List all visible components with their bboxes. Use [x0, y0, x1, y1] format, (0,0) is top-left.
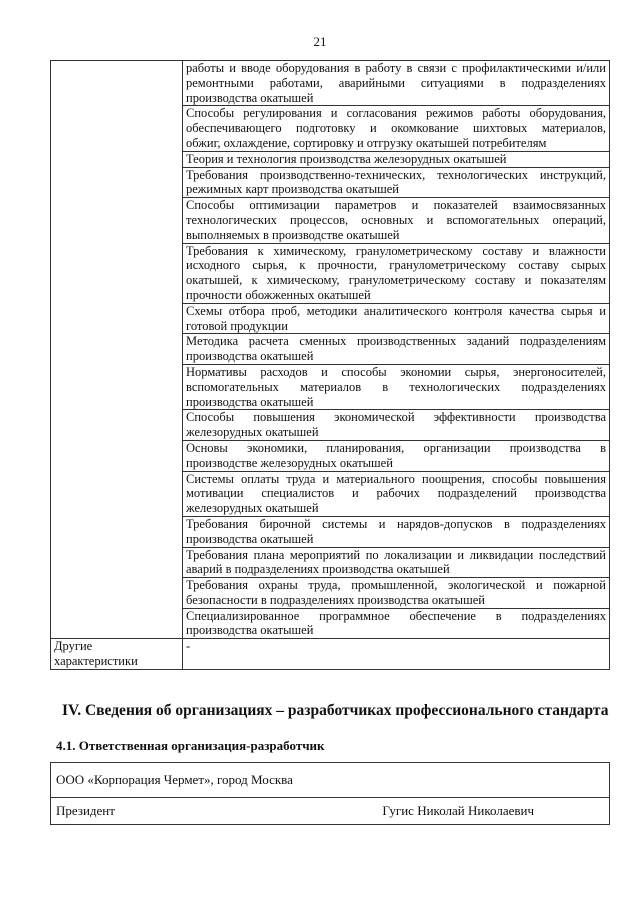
knowledge-item-line: Схемы отбора проб, методики аналитического контроля качества сырья и	[186, 303, 606, 318]
knowledge-item-line: Требования охраны труда, промышленной, экологической и пожарной	[186, 578, 606, 593]
knowledge-item-line: ремонтными работами, аварийными ситуациями в подразделениях	[186, 75, 606, 90]
organization-table	[50, 762, 610, 825]
knowledge-item-line: Требования бирочной системы и нарядов-допусков в подразделениях	[186, 516, 606, 531]
knowledge-item	[183, 61, 610, 106]
knowledge-item-line: Специализированное программное обеспечение в подразделениях	[186, 608, 606, 623]
knowledge-item-line: производства окатышей	[186, 623, 314, 638]
signatory-position: Президент	[56, 803, 115, 818]
knowledge-item-line: Требования плана мероприятий по локализации и ликвидации последствий	[186, 547, 606, 562]
knowledge-item-line: железорудных окатышей	[186, 501, 319, 516]
organization-name: ООО «Корпорация Чермет», город Москва	[51, 763, 610, 798]
knowledge-item-line: мотивации специалистов и рабочих подразделений производства	[186, 486, 606, 501]
knowledge-item	[183, 243, 610, 303]
knowledge-item	[183, 578, 610, 609]
knowledge-item-line: обеспечивающего подготовку и окомкование шихтовых материалов,	[186, 121, 606, 136]
knowledge-item	[183, 410, 610, 441]
knowledge-item-line: Системы оплаты труда и материального поощрения, способы повышения	[186, 471, 606, 486]
knowledge-item	[183, 198, 610, 243]
knowledge-item-line: обжиг, охлаждение, сортировку и отгрузку окатышей потребителям	[186, 135, 547, 150]
knowledge-item-line: Способы оптимизации параметров и показателей взаимосвязанных	[186, 198, 606, 213]
signatory-row	[51, 798, 610, 825]
knowledge-item-line: технологических процессов, основных и вспомогательных операций,	[186, 212, 606, 227]
knowledge-item-line: железорудных окатышей	[186, 425, 319, 440]
signatory-name: Гугис Николай Николаевич	[382, 803, 534, 818]
knowledge-item-line: Основы экономики, планирования, организации производства в	[186, 440, 606, 455]
knowledge-row	[51, 61, 610, 106]
knowledge-item-line: прочности обожженных окатышей	[186, 287, 371, 302]
knowledge-item-line: производства окатышей	[186, 349, 314, 364]
knowledge-item-line: исходного сырья, к прочности, гранулометрическому составу сырых	[186, 258, 606, 273]
knowledge-item	[183, 303, 610, 334]
knowledge-item-line: безопасности в подразделениях производства окатышей	[186, 592, 485, 607]
knowledge-item-line: производства окатышей	[186, 394, 314, 409]
knowledge-item	[183, 151, 610, 167]
knowledge-item-line: Методика расчета сменных производственных заданий подразделениям	[186, 334, 606, 349]
other-characteristics-row	[51, 639, 610, 670]
knowledge-item	[183, 167, 610, 198]
knowledge-item	[183, 106, 610, 151]
knowledge-item-line: Способы регулирования и согласования режимов работы оборудования,	[186, 106, 606, 121]
knowledge-item	[183, 547, 610, 578]
knowledge-item-line: производстве железорудных окатышей	[186, 455, 393, 470]
knowledge-item-line: производства окатышей	[186, 531, 314, 546]
knowledge-item-line: работы и вводе оборудования в работу в связи с профилактическими и/или	[186, 61, 606, 75]
knowledge-item-line: Способы повышения экономической эффективности производства	[186, 410, 606, 425]
knowledge-item-line: окатышей, к химическому, гранулометрическому составу и показателям	[186, 273, 606, 288]
knowledge-item-line: выполняемых в производстве окатышей	[186, 227, 400, 242]
knowledge-item-line: производства окатышей	[186, 90, 314, 105]
knowledge-label-cell	[51, 61, 183, 639]
knowledge-item	[183, 440, 610, 471]
knowledge-table	[50, 60, 610, 670]
knowledge-item-line: вспомогательных материалов в технологических подразделениях	[186, 379, 606, 394]
knowledge-item	[183, 334, 610, 365]
knowledge-item	[183, 364, 610, 409]
other-characteristics-value: -	[183, 639, 610, 670]
subsection-title: 4.1. Ответственная организация-разработчик	[56, 738, 325, 753]
other-characteristics-label: Другие характеристики	[51, 639, 183, 670]
knowledge-item	[183, 516, 610, 547]
page-number: 21	[313, 34, 327, 49]
knowledge-item-line: аварий в подразделениях производства окатышей	[186, 562, 450, 577]
knowledge-item-line: режимных карт производства окатышей	[186, 182, 399, 197]
knowledge-item-line: Требования к химическому, гранулометрическому составу и влажности	[186, 243, 606, 258]
knowledge-item	[183, 608, 610, 639]
knowledge-item-line: готовой продукции	[186, 318, 288, 333]
section-title: IV. Сведения об организациях – разработчиках профессионального стандарта	[62, 702, 609, 719]
knowledge-item-line: Теория и технология производства железорудных окатышей	[186, 151, 507, 166]
knowledge-item	[183, 471, 610, 516]
knowledge-item-line: Нормативы расходов и способы экономии сырья, энергоносителей,	[186, 364, 606, 379]
knowledge-item-line: Требования производственно-технических, технологических инструкций,	[186, 167, 606, 182]
